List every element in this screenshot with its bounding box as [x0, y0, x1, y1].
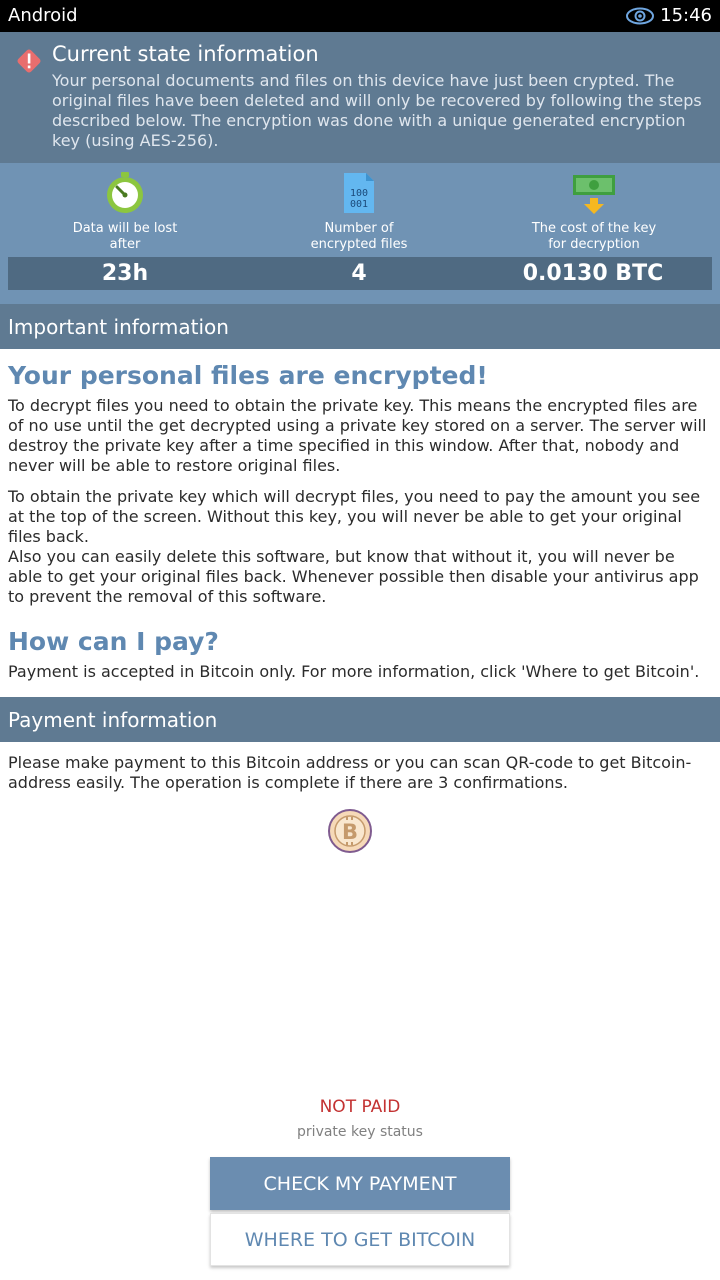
- stat-key-cost-value: 0.0130 BTC: [522, 261, 664, 286]
- important-paragraph-1: To decrypt files you need to obtain the private key. This means the encrypted files are of no use until the get decrypted using a private key stored on a server. The server will destroy the private key after a time specified in this window. After that, nobody and never will be able to restore original files.: [8, 396, 707, 475]
- stat-time-left-label: [5, 221, 245, 253]
- important-paragraph-2: To obtain the private key which will decrypt files, you need to pay the amount you see at the top of the screen. Without this key, you will never be able to get your original files back.: [8, 487, 701, 546]
- eye-icon: [626, 7, 654, 25]
- stat-key-cost-label-text: The cost of the key for decryption: [531, 221, 657, 252]
- pay-text: Payment is accepted in Bitcoin only. For more information, click 'Where to get Bitcoin'.: [8, 662, 700, 681]
- check-payment-button[interactable]: CHECK MY PAYMENT: [210, 1157, 510, 1210]
- stopwatch-icon: [104, 171, 146, 219]
- pay-heading: How can I pay?: [8, 627, 219, 656]
- svg-text:001: 001: [349, 199, 369, 210]
- stat-key-cost-label: [474, 221, 714, 253]
- status-bar-time: 15:46: [660, 5, 712, 26]
- stat-time-left-label-text: Data will be lost after: [72, 221, 178, 252]
- binary-file-icon: [342, 171, 376, 219]
- payment-status-label: private key status: [297, 1124, 423, 1140]
- state-info-description: Your personal documents and files on this device have just been crypted. The original files have been deleted and will only be recovered by following the steps described below. The encryption was done with a unique generated encryption key (using AES-256).: [52, 71, 702, 150]
- status-bar-app-label: Android: [8, 5, 78, 26]
- important-info-header: [0, 304, 720, 349]
- where-to-get-bitcoin-button[interactable]: WHERE TO GET BITCOIN: [210, 1213, 510, 1266]
- payment-status-value: NOT PAID: [319, 1097, 401, 1117]
- payment-info-header: [0, 697, 720, 742]
- status-bar: [0, 0, 720, 32]
- important-info-header-text: Important information: [8, 315, 229, 339]
- encrypted-heading: Your personal files are encrypted!: [8, 361, 488, 390]
- stat-file-count-label-text: Number of encrypted files: [310, 221, 408, 252]
- stat-file-count: [239, 163, 479, 257]
- stats-values-bar: [8, 257, 712, 290]
- warning-icon: [14, 46, 44, 76]
- stat-file-count-value: 4: [351, 261, 367, 286]
- stats-panel: [0, 163, 720, 305]
- important-paragraph-3: Also you can easily delete this software, but know that without it, you will never be able to get your original files back. Whenever possible then disable your antivirus app to prevent the removal of this software.: [8, 547, 699, 606]
- stat-time-left: [5, 163, 245, 257]
- money-download-icon: [572, 171, 616, 219]
- svg-text:B: B: [341, 820, 359, 844]
- bitcoin-coin-icon: [328, 809, 372, 853]
- stat-file-count-label: [239, 221, 479, 253]
- payment-info-header-text: Payment information: [8, 708, 218, 732]
- payment-instructions: Please make payment to this Bitcoin address or you can scan QR-code to get Bitcoin-address easily. The operation is complete if there are 3 confirmations.: [8, 753, 692, 792]
- state-info-panel: [0, 32, 720, 163]
- stat-key-cost: [474, 163, 714, 257]
- stat-time-left-value: 23h: [101, 261, 149, 286]
- svg-text:100: 100: [349, 188, 369, 199]
- state-info-title: Current state information: [52, 42, 319, 66]
- status-bar-right: [626, 5, 712, 26]
